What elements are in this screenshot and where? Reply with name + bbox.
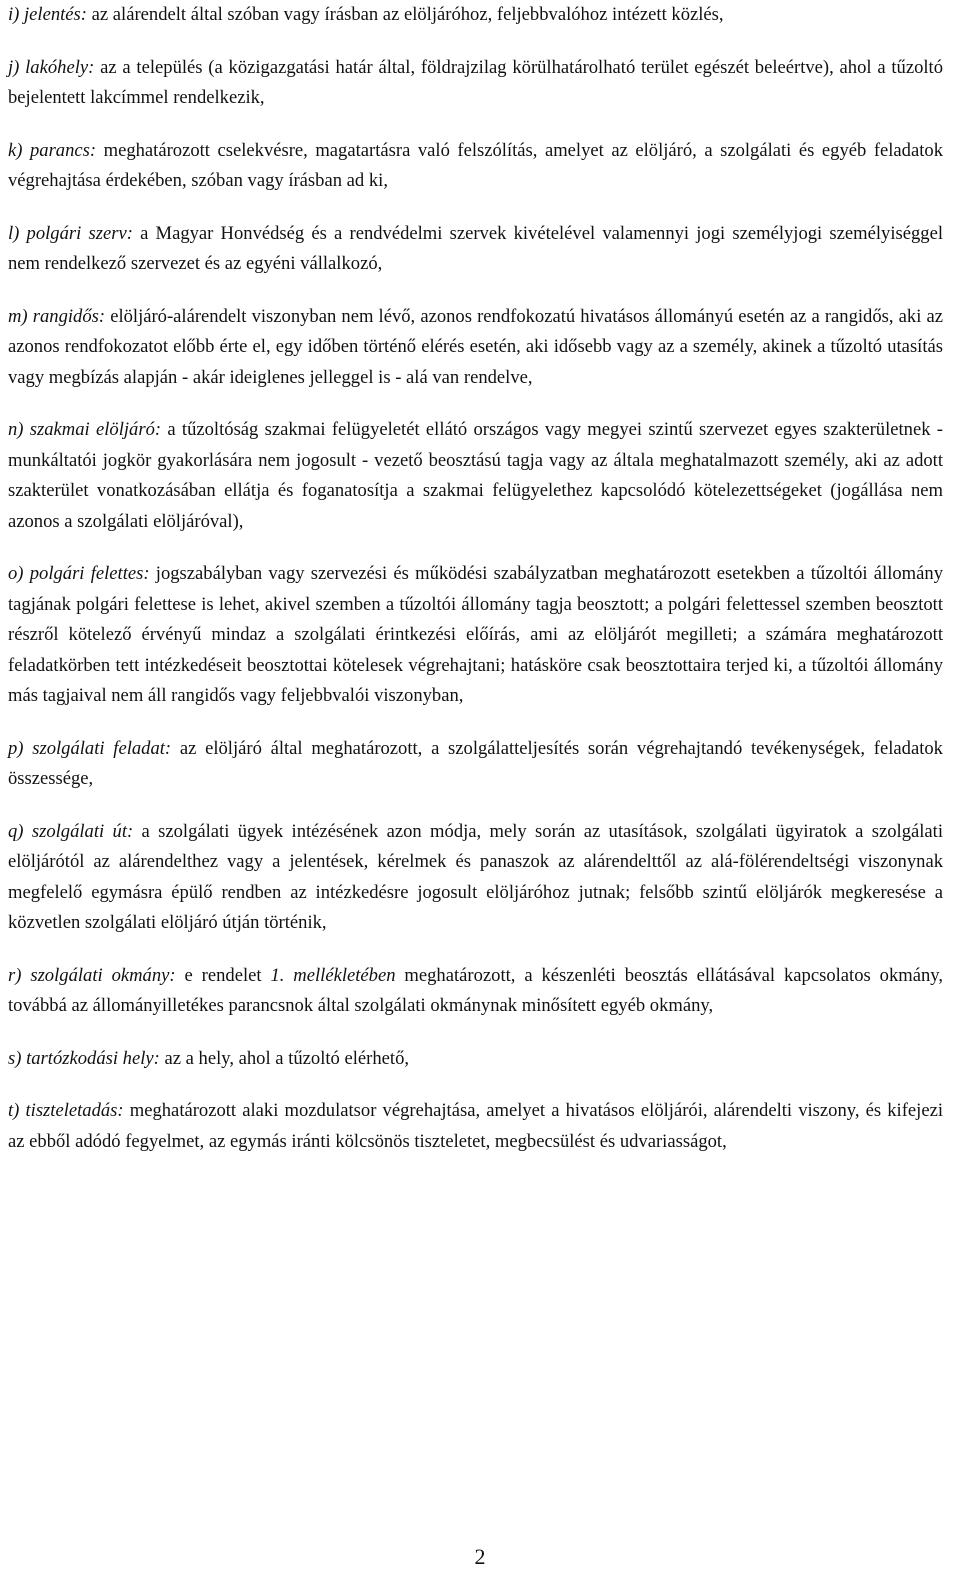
definition-item-o [8, 559, 943, 712]
definition-item-k [8, 136, 943, 197]
annex-reference: 1. mellékletében [270, 964, 396, 986]
definition-term: m) rangidős: [8, 305, 106, 327]
definition-text: e rendelet [175, 964, 271, 986]
definition-text: elöljáró-alárendelt viszonyban nem lévő, azonos rendfokozatú hivatásos állományú esetén az a rangidős, aki az azonos rendfokozatot előbb érte el, egy időben történő elérés esetén, aki idősebb vagy az a személy, akinek a tűzoltó utasítás vagy megbízás alapján - akár ideiglenes jelleggel is - alá van rendelve, [8, 305, 943, 388]
document-page [8, 0, 943, 1179]
definition-term: s) tartózkodási hely: [8, 1047, 160, 1069]
definition-text: a tűzoltóság szakmai felügyeletét ellátó országos vagy megyei szintű szervezet egyes szakterületnek - munkáltatói jogkör gyakorlására nem jogosult - vezető beosztású tagja vagy az általa meghatalmazott személy, aki az adott szakterület vonatkozásában ellátja és foganatosítja a szakmai felügyelethez kapcsolódó kötelezettségeket (jogállása nem azonos a szolgálati elöljáróval), [8, 419, 943, 532]
definition-term: q) szolgálati út: [8, 820, 134, 842]
definition-term: p) szolgálati feladat: [8, 737, 172, 759]
definition-text: a Magyar Honvédség és a rendvédelmi szervek kivételével valamennyi jogi személyjogi személyiséggel nem rendelkező szervezet és az egyéni vállalkozó, [8, 222, 943, 274]
page-number: 2 [474, 1544, 486, 1569]
definition-item-l [8, 219, 943, 280]
definition-text: a szolgálati ügyek intézésének azon módja, mely során az utasítások, szolgálati ügyiratok a szolgálati elöljárótól az alárendelthez vagy a jelentések, kérelmek és panaszok az alárendelttől az alá-fölérendeltségi viszonynak megfelelő egymásra épülő rendben az intézkedésre jogosult elöljáróhoz jutnak; felsőbb szintű elöljárók megkeresése a közvetlen szolgálati elöljáró útján történik, [8, 820, 943, 933]
definition-term: k) parancs: [8, 139, 97, 161]
definition-item-q [8, 817, 943, 939]
definition-item-p [8, 734, 943, 795]
definition-term: t) tiszteletadás: [8, 1100, 124, 1121]
definition-term: n) szakmai elöljáró: [8, 419, 162, 440]
definition-term: o) polgári felettes: [8, 563, 150, 584]
definition-item-t [8, 1096, 943, 1157]
definition-text: az elöljáró által meghatározott, a szolgálatteljesítés során végrehajtandó tevékenységek, feladatok összessége, [8, 737, 943, 789]
definition-item-j [8, 53, 943, 114]
definition-text: meghatározott cselekvésre, magatartásra való felszólítás, amelyet az elöljáró, a szolgálati és egyéb feladatok végrehajtása érdekében, szóban vagy írásban ad ki, [8, 139, 943, 191]
definition-term: r) szolgálati okmány: [8, 964, 176, 986]
definition-text: az a település (a közigazgatási határ által, földrajzilag körülhatárolható terület egészét beleértve), ahol a tűzoltó bejelentett lakcímmel rendelkezik, [8, 56, 944, 108]
definition-item-i [8, 0, 943, 31]
definition-term: i) jelentés: [8, 4, 87, 25]
definition-text: jogszabályban vagy szervezési és működési szabályzatban meghatározott esetekben a tűzoltói állomány tagjának polgári felettese is lehet, akivel szemben a tűzoltói állomány tagja beosztott; a polgári felettessel szemben beosztott részről kötelező érvényű mindaz a szolgálati érintkezési előírás, ami az elöljárót megilleti; a számára meghatározott feladatkörben tett intézkedéseit beosztottai kötelesek végrehajtani; hatásköre csak beosztottaira terjed ki, a tűzoltói állomány más tagjaival nem áll rangidős vagy feljebbvalói viszonyban, [8, 563, 943, 706]
definition-item-r [8, 961, 943, 1022]
definition-item-n [8, 415, 943, 537]
definition-term: j) lakóhely: [8, 56, 95, 78]
definition-term: l) polgári szerv: [8, 222, 133, 244]
definition-text: az alárendelt által szóban vagy írásban az elöljáróhoz, feljebbvalóhoz intézett közlés, [87, 4, 724, 25]
definition-text: meghatározott, a készenléti beosztás ellátásával kapcsolatos okmány, továbbá az állományilletékes parancsnok által szolgálati okmánynak minősített egyéb okmány, [8, 964, 943, 1016]
definition-item-s [8, 1044, 943, 1075]
definition-text: az a hely, ahol a tűzoltó elérhető, [159, 1047, 410, 1069]
definition-item-m [8, 302, 943, 394]
definition-text: meghatározott alaki mozdulatsor végrehajtása, amelyet a hivatásos elöljárói, alárendelti viszony, és kifejezi az ebből adódó fegyelmet, az egymás iránti kölcsönös tiszteletet, megbecsülést és udvariasságot, [8, 1100, 943, 1152]
